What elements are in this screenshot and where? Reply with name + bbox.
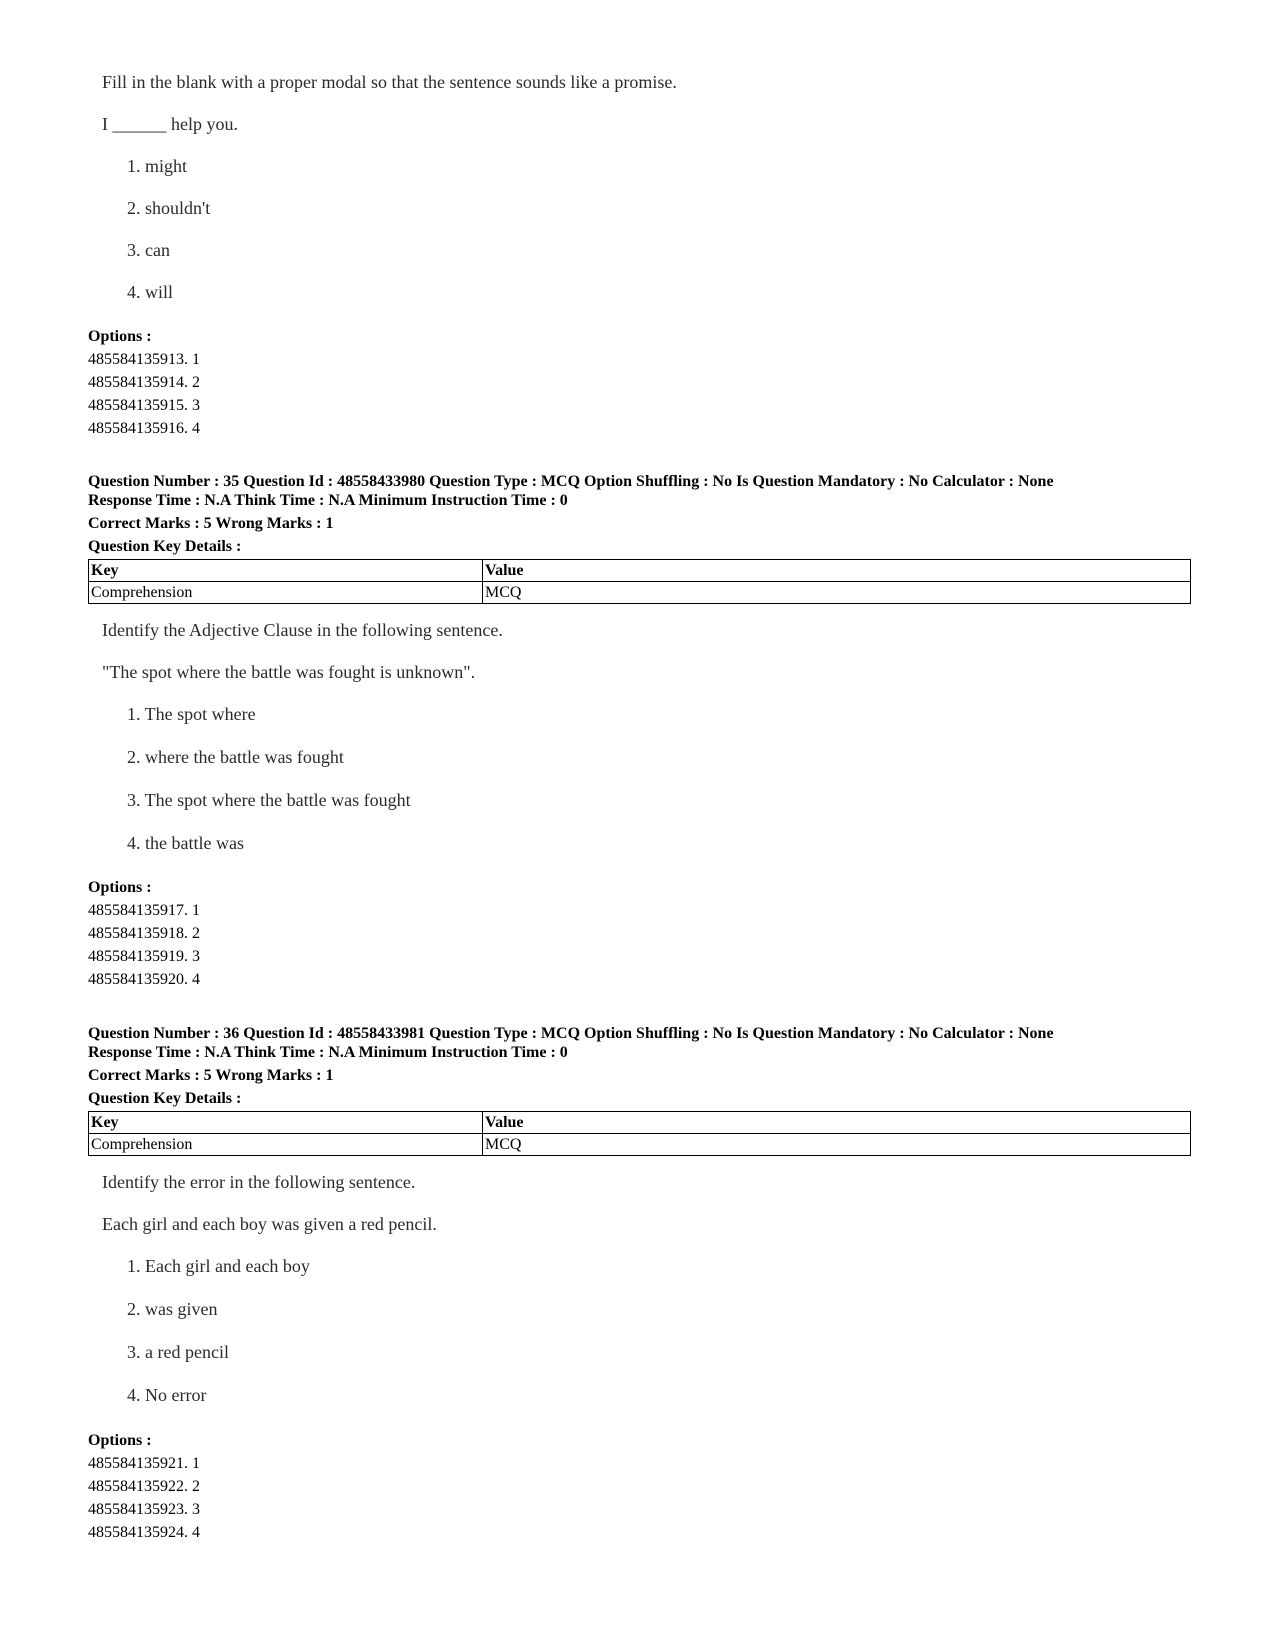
option-id-3: 485584135919. 3 [88, 948, 200, 965]
question-meta-line1: Question Number : 36 Question Id : 48558433981 Question Type : MCQ Option Shuffling : No Is Question Mandatory : No Calculator : None [88, 1025, 1054, 1042]
choice-4: 4. No error [127, 1385, 207, 1405]
marks-line: Correct Marks : 5 Wrong Marks : 1 [88, 515, 334, 532]
key-details-label: Question Key Details : [88, 538, 242, 555]
option-id-3: 485584135923. 3 [88, 1501, 200, 1518]
table-cell-value: MCQ [483, 1134, 1191, 1156]
table-header-row [89, 560, 1191, 582]
table-header-value: Value [483, 1112, 1191, 1134]
question-sentence: I ______ help you. [102, 114, 238, 134]
choice-1: 1. The spot where [127, 704, 256, 724]
table-row [89, 582, 1191, 604]
option-id-4: 485584135916. 4 [88, 420, 200, 437]
options-label: Options : [88, 1432, 152, 1449]
table-header-row [89, 1112, 1191, 1134]
question-sentence: "The spot where the battle was fought is unknown". [102, 662, 476, 682]
choice-3: 3. can [127, 240, 170, 260]
choice-2: 2. shouldn't [127, 198, 211, 218]
question-meta-line2: Response Time : N.A Think Time : N.A Minimum Instruction Time : 0 [88, 492, 568, 509]
key-details-label: Question Key Details : [88, 1090, 242, 1107]
choice-2: 2. where the battle was fought [127, 747, 344, 767]
marks-line: Correct Marks : 5 Wrong Marks : 1 [88, 1067, 334, 1084]
question-text: Identify the Adjective Clause in the following sentence. [102, 620, 503, 640]
option-id-1: 485584135921. 1 [88, 1455, 200, 1472]
choice-3: 3. The spot where the battle was fought [127, 790, 411, 810]
option-id-1: 485584135917. 1 [88, 902, 200, 919]
question-meta-line2: Response Time : N.A Think Time : N.A Minimum Instruction Time : 0 [88, 1044, 568, 1061]
table-cell-value: MCQ [483, 582, 1191, 604]
option-id-3: 485584135915. 3 [88, 397, 200, 414]
table-cell-key: Comprehension [89, 582, 483, 604]
table-header-key: Key [89, 560, 483, 582]
option-id-2: 485584135922. 2 [88, 1478, 200, 1495]
choice-3: 3. a red pencil [127, 1342, 229, 1362]
question-text: Identify the error in the following sentence. [102, 1172, 416, 1192]
question-meta-line1: Question Number : 35 Question Id : 48558433980 Question Type : MCQ Option Shuffling : No Is Question Mandatory : No Calculator : None [88, 473, 1054, 490]
table-row [89, 1134, 1191, 1156]
question-sentence: Each girl and each boy was given a red pencil. [102, 1214, 437, 1234]
choice-2: 2. was given [127, 1299, 218, 1319]
table-cell-key: Comprehension [89, 1134, 483, 1156]
option-id-4: 485584135924. 4 [88, 1524, 200, 1541]
choice-4: 4. the battle was [127, 833, 244, 853]
table-header-value: Value [483, 560, 1191, 582]
choice-1: 1. might [127, 156, 188, 176]
option-id-2: 485584135914. 2 [88, 374, 200, 391]
key-details-table [88, 1111, 1191, 1156]
choice-1: 1. Each girl and each boy [127, 1256, 310, 1276]
options-label: Options : [88, 879, 152, 896]
option-id-1: 485584135913. 1 [88, 351, 200, 368]
option-id-2: 485584135918. 2 [88, 925, 200, 942]
question-text: Fill in the blank with a proper modal so that the sentence sounds like a promise. [102, 72, 677, 92]
table-header-key: Key [89, 1112, 483, 1134]
key-details-table [88, 559, 1191, 604]
option-id-4: 485584135920. 4 [88, 971, 200, 988]
choice-4: 4. will [127, 282, 174, 302]
options-label: Options : [88, 328, 152, 345]
